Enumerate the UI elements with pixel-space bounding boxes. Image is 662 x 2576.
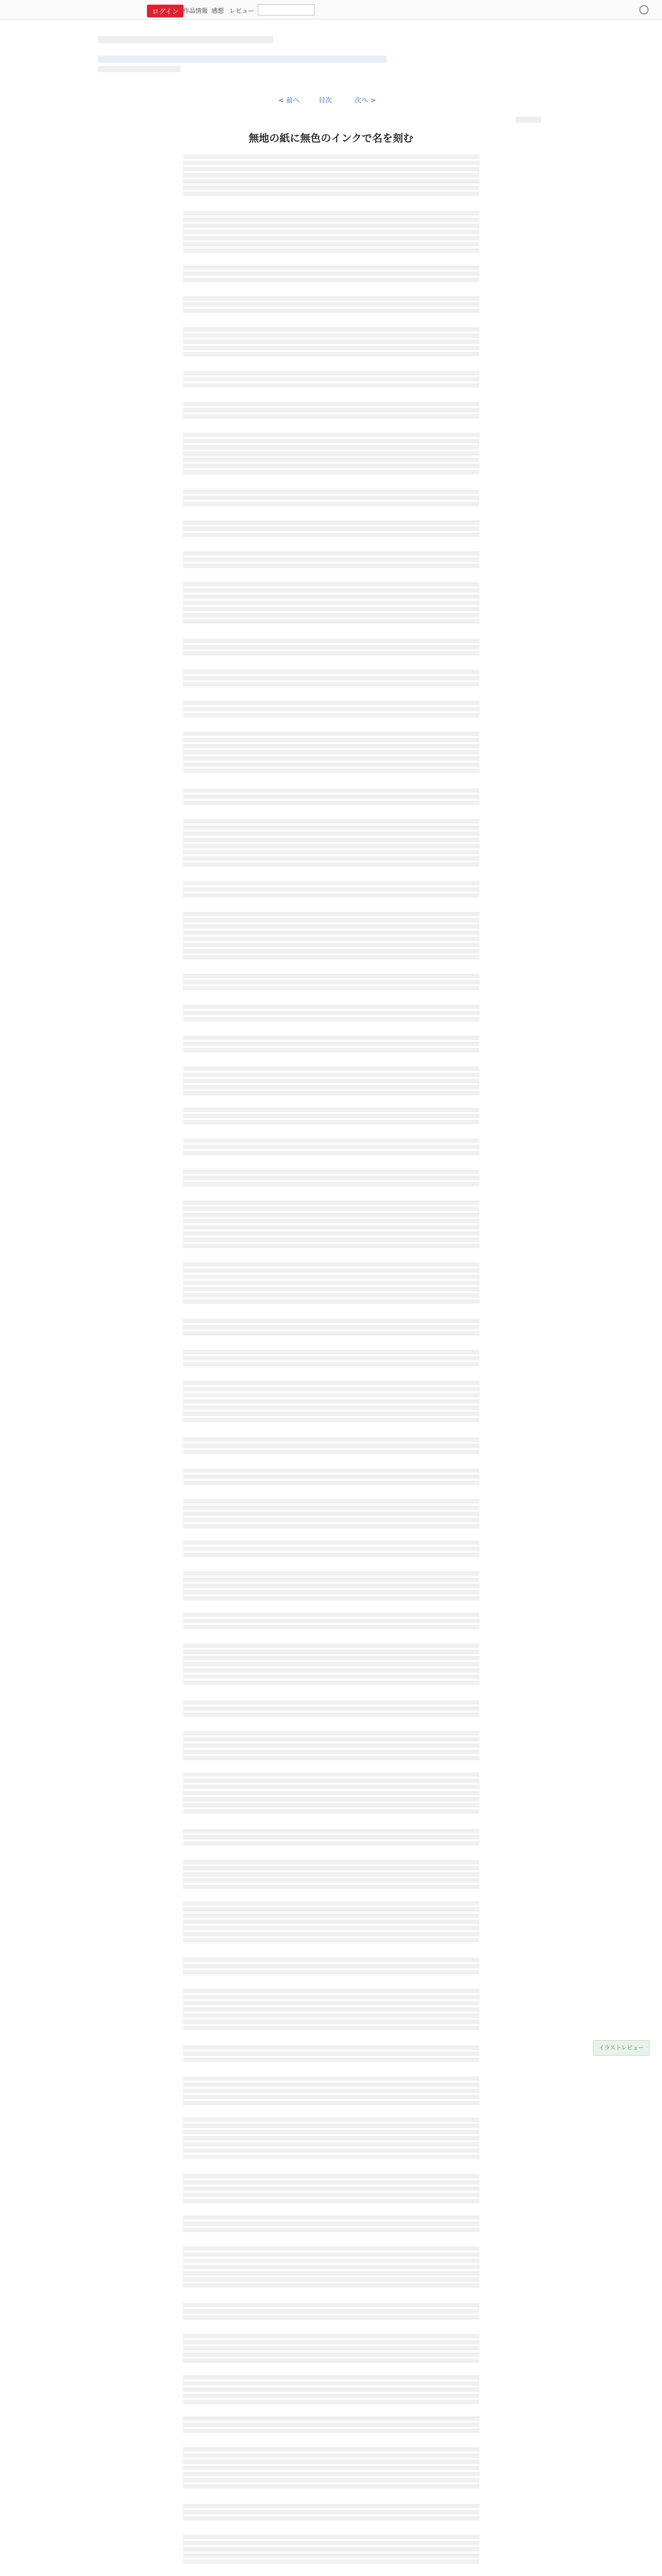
body-paragraph [183,433,479,476]
body-paragraph [183,1958,479,1976]
impressions-link[interactable]: 感想 [211,7,224,14]
body-paragraph [183,2174,479,2205]
body-paragraph [183,1829,479,1848]
body-paragraph [183,2076,479,2107]
body-paragraph [183,371,479,389]
notice-text [98,36,273,43]
body-paragraph [183,1005,479,1023]
body-paragraph [183,2246,479,2290]
login-button[interactable]: ログイン [147,5,184,18]
body-paragraph [183,788,479,807]
body-paragraph [183,489,479,508]
body-paragraph [183,1571,479,1602]
chapter-title: 無地の紙に無色のインクで名を刻む [249,132,413,144]
body-paragraph [183,2303,479,2321]
body-paragraph [183,701,479,719]
body-paragraph [183,1901,479,1944]
body-paragraph [183,1540,479,1559]
body-paragraph [183,2375,479,2406]
body-paragraph [183,582,479,625]
body-paragraph [183,1468,479,1487]
body-paragraph [183,1350,479,1368]
works-info-link[interactable]: 作品情報 [183,7,208,14]
body-paragraph [183,732,479,775]
body-paragraph [183,1437,479,1456]
body-paragraph [183,1108,479,1126]
body-paragraph [183,520,479,539]
body-paragraph [183,1139,479,1157]
body-paragraph [183,1860,479,1891]
body-paragraph [183,402,479,420]
body-paragraph [183,1731,479,1762]
body-paragraph [183,2416,479,2435]
bookmark-button[interactable] [258,4,315,15]
body-paragraph [183,155,479,198]
body-paragraph [183,670,479,688]
prev-chapter-link[interactable]: < 前へ [278,97,300,105]
body-paragraph [183,819,479,869]
body-paragraph [183,296,479,315]
body-paragraph [183,639,479,657]
body-paragraph [183,1319,479,1337]
table-of-contents-link[interactable]: 目次 [319,97,333,105]
body-paragraph [183,327,479,358]
body-paragraph [183,2447,479,2490]
body-paragraph [183,1200,479,1250]
settings-icon[interactable] [639,5,649,14]
body-paragraph [183,2117,479,2161]
body-paragraph [183,1262,479,1306]
next-chapter-link[interactable]: 次へ > [355,97,376,105]
chapter-pager-top [278,95,384,105]
chapter-body [183,155,479,2576]
body-paragraph [183,551,479,570]
body-paragraph [183,211,479,255]
body-paragraph [183,881,479,900]
body-paragraph [183,1170,479,1188]
body-paragraph [183,2215,479,2234]
body-paragraph [183,1499,479,1530]
body-paragraph [183,1036,479,1054]
body-paragraph [183,2504,479,2522]
body-paragraph [183,1613,479,1631]
body-paragraph [183,1989,479,2032]
body-paragraph [183,1066,479,1097]
body-paragraph [183,2334,479,2365]
body-paragraph [183,974,479,992]
illustration-review-button[interactable]: イラストレビュー [593,2040,650,2056]
page-number [516,116,541,123]
body-paragraph [183,912,479,961]
body-paragraph [183,1381,479,1424]
review-link[interactable]: レビュー [229,7,255,14]
body-paragraph [183,2535,479,2566]
body-paragraph [183,1643,479,1687]
body-paragraph [183,1772,479,1816]
body-paragraph [183,1700,479,1719]
top-navigation-bar [0,0,662,20]
body-paragraph [183,265,479,284]
breadcrumb[interactable] [98,56,387,63]
series-label [98,66,180,72]
body-paragraph [183,2045,479,2064]
